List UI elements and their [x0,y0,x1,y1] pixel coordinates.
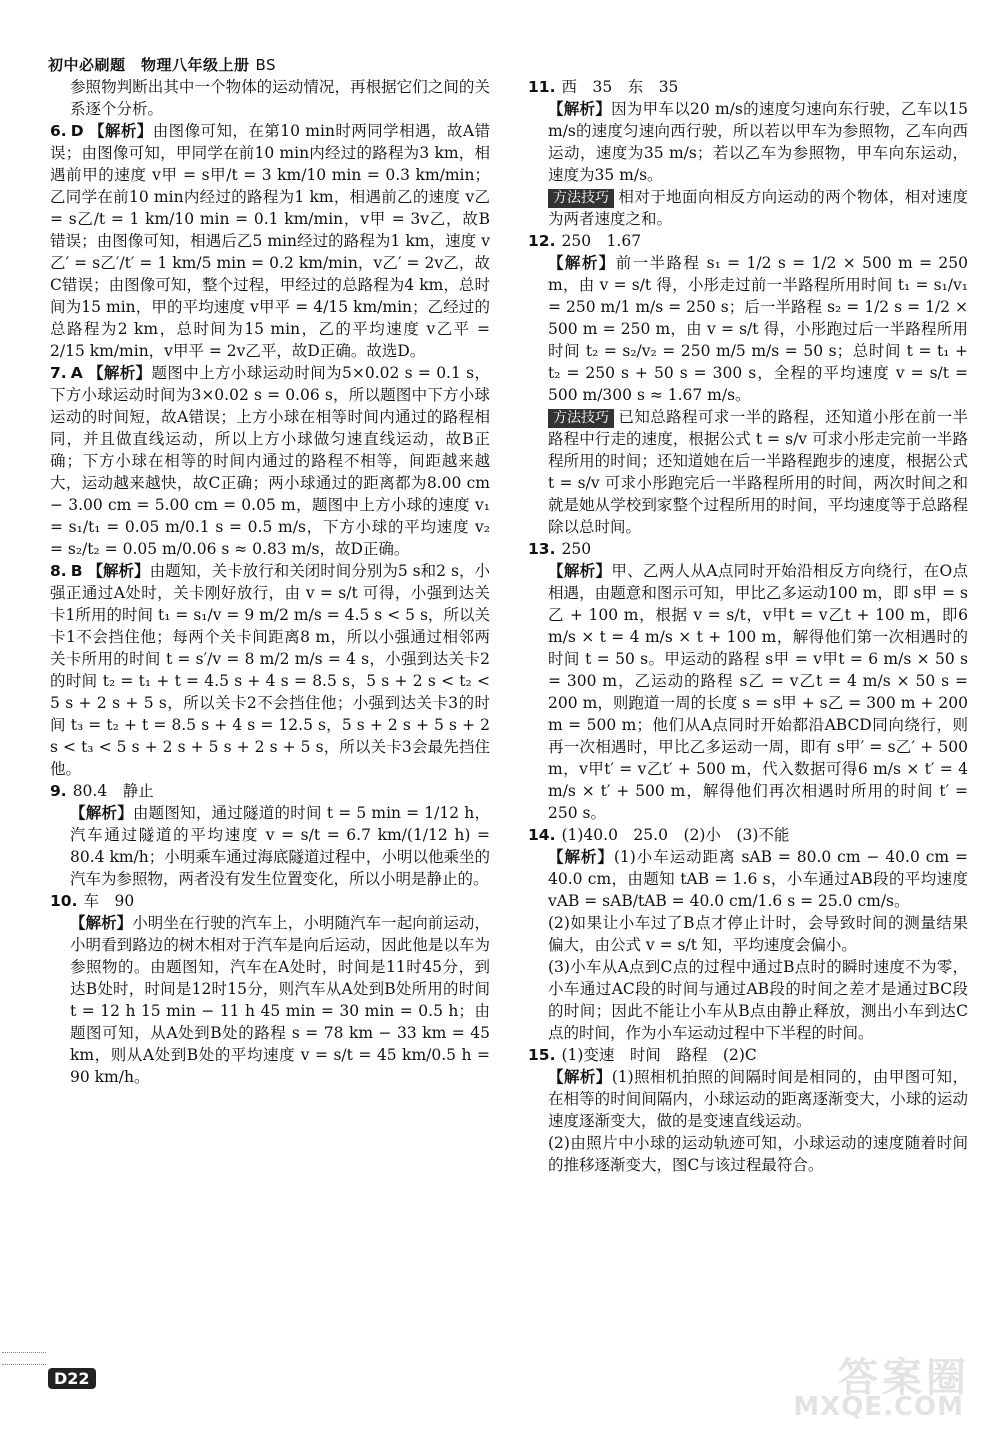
question-number: 12. [528,232,556,250]
analysis-block [50,912,490,1088]
analysis-text: (3)小车从A点到C点的过程中通过B点时的瞬时速度不为零，小车通过AC段的时间与通过AB段的时间之差才是通过BC段的时间；因此不能让小车从B点由静止释放，测出小车到达C点的时间，作为小车运动过程中下半程的时间。 [548,958,968,1042]
analysis-tag: 【解析】 [70,913,133,932]
analysis-text: 由题知，关卡放行和关闭时间分别为5 s和2 s，小强正通过A处时，关卡刚好放行，由 v = s/t 可得，小强到达关卡1所用的时间 t₁ = s₁/v = 9 m/2 m/s = 4.5 s < 5 s，所以关卡1不会挡住他；每两个关卡间距离8 m，所以小强通过相邻两关卡所用的时间 t = s′/v = 8 m/2 m/s = 4 s，小强到达关卡2的时间 t₂ = t₁ + t = 4.5 s + 4 s = 8.5 s，5 s + 2 s < t₂ < 5 s + 2 s + 5 s，所以关卡2不会挡住他；小强到达关卡3的时间 t₃ = t₂ + t = 8.5 s + 4 s = 12.5 s，5 s + 2 s + 5 s + 2 s < t₃ < 5 s + 2 s + 5 s + 2 s + 5 s，所以关卡3会最先挡住他。 [50,562,490,778]
question-block [528,76,968,98]
question-block [528,538,968,560]
analysis-block [528,1066,968,1132]
right-column [528,76,968,1176]
analysis-tag: 【解析】 [70,803,133,822]
watermark [790,1346,980,1426]
question-block [50,362,490,560]
header-title: 初中必刷题 物理八年级上册 [48,56,250,74]
analysis-tag: 【解析】 [548,1067,612,1086]
analysis-text: 小明坐在行驶的汽车上，小明随汽车一起向前运动，小明看到路边的树木相对于汽车是向后运动，因此他是以车为参照物的。由题图知，汽车在A处时，时间是11时45分，到达B处时，时间是12时15分，则汽车从A处到B处所用的时间 t = 12 h 15 min − 11 h 45 min = 30 min = 0.5 h；由题图可知，从A处到B处的路程 s = 78 km − 33 km = 45 km，则从A处到B处的平均速度 v = s/t = 45 km/0.5 h = 90 km/h。 [70,914,490,1086]
question-block [50,120,490,362]
analysis-text: (2)由照片中小球的运动轨迹可知，小球运动的速度随着时间的推移逐渐变大，图C与该过程最符合。 [548,1134,968,1174]
question-block [50,890,490,912]
analysis-text: 甲、乙两人从A点同时开始沿相反方向绕行，在O点相遇，由题意和图示可知，甲比乙多运动100 m，即 s甲 = s乙 + 100 m，根据 v = s/t，v甲t = v乙t + 100 m，即6 m/s × t = 4 m/s × t + 100 m，解得他们第一次相遇时的时间 t = 50 s。甲运动的路程 s甲 = v甲t = 6 m/s × 50 s = 300 m，乙运动的路程 s乙 = v乙t = 4 m/s × 50 s = 200 m，则跑道一周的长度 s = s甲 + s乙 = 300 m + 200 m = 500 m；他们从A点同时开始都沿ABCD同向绕行，则再一次相遇时，甲比乙多运动一周，即有 s甲′ = s乙′ + 500 m，v甲t′ = v乙t′ + 500 m，代入数据可得6 m/s × t′ = 4 m/s × t′ + 500 m，解得他们再次相遇时所用的时间 t′ = 250 s。 [548,562,968,822]
method-tip-label: 方法技巧 [548,189,614,208]
analysis-tag: 【解析】 [548,253,616,272]
analysis-tag: 【解析】 [548,99,612,118]
analysis-text: 因为甲车以20 m/s的速度匀速向东行驶，乙车以15 m/s的速度匀速向西行驶，所以若以甲车为参照物，乙车向西运动，速度为35 m/s；若以乙车为参照物，甲车向东运动，速度为35 m/s。 [548,100,968,184]
analysis-text: (1)照相机拍照的间隔时间是相同的，由甲图可知，在相等的时间间隔内，小球运动的距离逐渐变大，小球的运动速度逐渐变大，做的是变速直线运动。 [548,1068,968,1130]
question-number: 15. [528,1046,556,1064]
margin-dots [2,1364,46,1365]
answer-letter: B [70,562,83,580]
analysis-tag: 【解析】 [548,847,614,866]
answer-text: 80.4 静止 [72,782,154,800]
method-tip-block [528,186,968,230]
answer-text: (1)40.0 25.0 (2)小 (3)不能 [561,826,790,844]
answer-letter: A [70,364,83,382]
analysis-block [528,560,968,824]
question-block [50,780,490,802]
method-tip-text: 相对于地面向相反方向运动的两个物体，相对速度为两者速度之和。 [548,188,968,228]
method-tip-text: 已知总路程可求一半的路程，还知道小彤在前一半路程中行走的速度，根据公式 t = s/v 可求小彤走完前一半路程所用的时间；还知道她在后一半路程跑步的速度，根据公式 t = s/v 可求小彤跑完后一半路程所用的时间，两次时间之和就是她从学校到家整个过程所用的时间，平均速度等于总路程除以总时间。 [548,408,968,536]
question-block [528,230,968,252]
analysis-text: 由题图知，通过隧道的时间 t = 5 min = 1/12 h，汽车通过隧道的平均速度 v = s/t = 6.7 km/(1/12 h) = 80.4 km/h；小明乘车通过海底隧道过程中，小明以他乘坐的汽车为参照物，两者没有发生位置变化，所以小明是静止的。 [70,804,490,888]
watermark-logo-text: 答案圈 [838,1355,970,1401]
analysis-text: (2)如果让小车过了B点才停止计时，会导致时间的测量结果偏大，由公式 v = s/t 知，平均速度会偏小。 [548,914,968,954]
analysis-text: 参照物判断出其中一个物体的运动情况，再根据它们之间的关系逐个分析。 [70,78,490,118]
answer-text: 250 [561,540,592,558]
analysis-tag: 【解析】 [548,561,612,580]
watermark-url: MXQE.COM [793,1392,964,1422]
analysis-block [50,802,490,890]
method-tip-block [528,406,968,538]
analysis-tag: 【解析】 [88,363,152,382]
question-number: 11. [528,78,556,96]
margin-dots [2,1352,46,1353]
analysis-block [528,252,968,406]
analysis-block [528,98,968,186]
answer-text: 车 90 [83,892,135,910]
page-number: D22 [48,1368,96,1389]
page-header [48,54,276,75]
analysis-block [50,76,490,120]
analysis-text: 由图像可知，在第10 min时两同学相遇，故A错误；由图像可知，甲同学在前10 min内经过的路程为3 km，相遇前甲的速度 v甲 = s甲/t = 3 km/10 min = 0.3 km/min；乙同学在前10 min内经过的路程为1 km，相遇前乙的速度 v乙 = s乙/t = 1 km/10 min = 0.1 km/min，v甲 = 3v乙，故B错误；由图像可知，相遇后乙5 min经过的路程为1 km，速度 v乙′ = s乙′/t′ = 1 km/5 min = 0.2 km/min，v乙′ = 2v乙，故C错误；由图像可知，整个过程，甲经过的总路程为4 km，总时间为15 min，甲的平均速度 v甲平 = 4/15 km/min；乙经过的总路程为2 km，总时间为15 min，乙的平均速度 v乙平 = 2/15 km/min，v甲平 = 2v乙平，故D正确。故选D。 [50,122,490,360]
analysis-block [528,1132,968,1176]
answer-letter: D [70,122,84,140]
question-number: 9. [50,782,67,800]
analysis-block [528,956,968,1044]
question-number: 7. [50,364,67,382]
left-column [50,76,490,1088]
analysis-text: (1)小车运动距离 sAB = 80.0 cm − 40.0 cm = 40.0 cm，由题知 tAB = 1.6 s，小车通过AB段的平均速度 vAB = sAB/tAB = 40.0 cm/1.6 s = 25.0 cm/s。 [548,848,968,910]
question-block [528,1044,968,1066]
analysis-text: 题图中上方小球运动时间为5×0.02 s = 0.1 s，下方小球运动时间为3×0.02 s = 0.06 s，所以题图中下方小球运动的时间短，故A错误；上方小球在相等时间内通过的路程相同，并且做直线运动，所以上方小球做匀速直线运动，故B正确；下方小球在相等的时间内通过的路程不相等，间距越来越大，运动越来越快，故C正确；两小球通过的距离都为8.00 cm − 3.00 cm = 5.00 cm = 0.05 m，题图中上方小球的速度 v₁ = s₁/t₁ = 0.05 m/0.1 s = 0.5 m/s，下方小球的平均速度 v₂ = s₂/t₂ = 0.05 m/0.06 s ≈ 0.83 m/s，故D正确。 [50,364,490,558]
method-tip-label: 方法技巧 [548,409,614,428]
analysis-block [528,846,968,912]
analysis-text: 前一半路程 s₁ = 1/2 s = 1/2 × 500 m = 250 m，由 v = s/t 得，小彤走过前一半路程所用时间 t₁ = s₁/v₁ = 250 m/1 m/s = 250 s；后一半路程 s₂ = 1/2 s = 1/2 × 500 m = 250 m，由 v = s/t 得，小彤跑过后一半路程所用时间 t₂ = s₂/v₂ = 250 m/5 m/s = 50 s；总时间 t = t₁ + t₂ = 250 s + 50 s = 300 s，全程的平均速度 v = s/t = 500 m/300 s ≈ 1.67 m/s。 [548,254,968,404]
question-block [50,560,490,780]
answer-text: 西 35 东 35 [561,78,679,96]
header-edition: BS [255,56,277,74]
analysis-block [528,912,968,956]
answer-text: (1)变速 时间 路程 (2)C [561,1046,757,1064]
question-number: 6. [50,122,67,140]
question-number: 8. [50,562,67,580]
question-number: 10. [50,892,78,910]
question-number: 13. [528,540,556,558]
question-number: 14. [528,826,556,844]
question-block [528,824,968,846]
analysis-tag: 【解析】 [88,121,153,140]
answer-text: 250 1.67 [561,232,642,250]
analysis-tag: 【解析】 [87,561,150,580]
